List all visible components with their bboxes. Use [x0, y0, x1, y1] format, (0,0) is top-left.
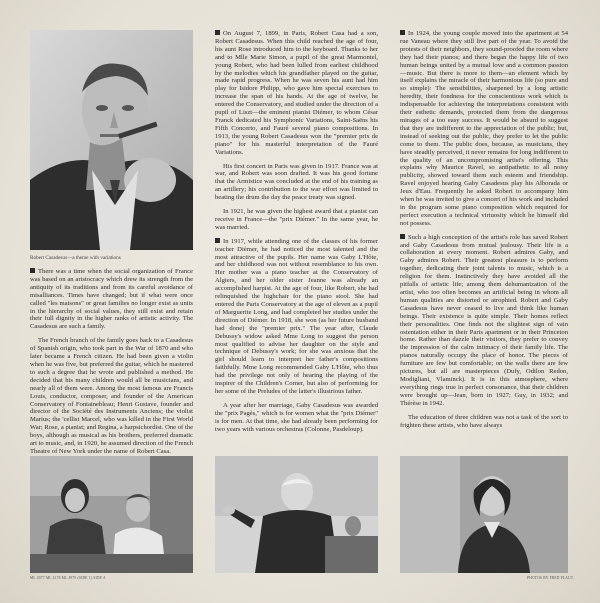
paragraph: A year after her marriage, Gaby Casadesus was awarded the "prix Pagès," which is for women what the "prix Diémer" is for men. At that time, she had already been performing for two years with various orchestras (Colonne, Pasdeloup).	[215, 401, 378, 433]
paragraph: There was a time when the social organization of France was based on an aristocracy which drew its strength from the antiquity of its traditions and from its careful avoidance of misalliances. Times have changed; but if what were once called "les maisons" or great families no longer exist as units in the hierarchy of social values, they still exist and retain their full dignity in the higher ranks of artistic activity. The Casadesus are such a family.	[30, 268, 193, 331]
paragraph: Such a high conception of the artist's role has saved Robert and Gaby Casadesus from mutual jealousy. Their life is a collaboration at every moment. Robert admires Gaby, and Gaby admires Robert. Their greatest pleasure is to perform together, dedicating their joint talents to music, which is a religion for them. Instinctively they have avoided all the pitfalls of artistic life; among them dehumanization of the artist, who too often becomes an artificial being in whom all human qualities are distorted or atrophied. Robert and Gaby Casadesus have never ceased to live and think like human beings. Their existence is quite simple. Their homes reflect their personalities. One finds not the slightest sign of vain ostentation either in their Paris apartment or in their Princeton home. Rather than dazzle their visitors, they prefer to convey the impression of the calm intimacy of their family life. The pianos naturally occupy the place of honor. The pieces of furniture are few but comfortable; on the walls there are few pictures, but all are masterpieces (Dufy, Odilon Redon, Modigliani, Vlaminck). It is in this atmosphere, where everything rings true in perfect consonance, that their children were brought up—Jean, born in 1927; Guy, in 1932; and Thérèse in 1942.	[400, 233, 568, 407]
photo-credits: PHOTOS BY FRED PLAUT	[527, 576, 574, 580]
bullet-square-icon	[215, 30, 220, 35]
portrait-caption: Robert Casadesus—a theme with variations	[30, 255, 121, 261]
text-column-1	[30, 268, 193, 462]
paragraph: The education of three children was not a task of the sort to frighten these artists, who have always	[400, 413, 568, 429]
portrait-photo	[30, 30, 193, 250]
paragraph: On August 7, 1899, in Paris, Robert Casa had a son, Robert Casadesus. When this child reached the age of four, his aunt Rose introduced him to the keyboard. Thanks to her and to Mlle Marie Simon, a pupil of the great Marmontel, young Robert, who had been lulled from earliest childhood by the melodies which his grandfather played on the guitar, made rapid progress. When he was seven his aunt had him play for Isidore Philipp, who gave him special exercises to increase the span of his hands. At the age of twelve, he entered the Conservatory, and studied under the direction of a pupil of Liszt—the eminent pianist Diémer, to whom César Franck dedicated his Symphonic Variations, Saint-Saëns his Fifth Concerto, and Fauré several piano compositions. In 1913, the young Robert Casadesus won the "premier prix de piano" for his masterful interpretation of the Fauré Variations.	[215, 30, 378, 156]
bottom-photo-right	[400, 456, 568, 573]
paragraph: The French branch of the family goes back to a Casadesus of Spanish origin, who took part in the War of 1870 and who later became a French citizen. He had been given a violin when he was five, but preferred the guitar, which he mastered to such a degree that he wrote and published a method. He decided that his many children would all be musicians, and nearly all of them were. Among the most famous are Francis Louis, conductor, composer, and founder of the American Conservatory of Fontainebleau; Henri Gustave, founder and director of the Société des Instruments Anciens; the violist Marius; the 'cellist Marcel, who was killed in the First World War; Rose, a pianist; and Regina, a harpsichordist. One of the boys, although as musical as his brothers, preferred dramatic art to music, and, in 1920, he assumed direction of the French Theatre of New York under the name of Robert Casa.	[30, 337, 193, 455]
text-column-2	[215, 30, 378, 440]
bottom-photo-center	[215, 456, 378, 573]
paragraph: In 1921, he was given the highest award that a pianist can receive in France—the "prix Diémer." In the same year, he was married.	[215, 208, 378, 231]
bottom-photo-left	[30, 456, 193, 573]
paragraph: His first concert in Paris was given in 1917. France was at war, and Robert was soon drafted. It was his good fortune that the Armistice was concluded at the end of his training as an artillery; his contribution to the war effort was limited to beating the drum the day the peace treaty was signed.	[215, 162, 378, 202]
catalog-credits: ML 4977 ML 4178 ML 4979 (SIDE 1) SIDE A	[30, 576, 106, 580]
text-column-3	[400, 30, 568, 435]
bullet-square-icon	[400, 30, 405, 35]
bullet-square-icon	[30, 268, 35, 273]
bullet-square-icon	[400, 234, 405, 239]
paragraph: In 1917, while attending one of the classes of his former teacher Diémer, he had noticed the most talented and the most attractive of the pupils. Her name was Gaby L'Hôte, and her childhood was not without resemblance to his own. Her mother was a piano teacher at the Conservatory of Algiers, and her older sister Jeanne was already an accomplished harpist. At the age of four, like Robert, she had relinquished the highchair for the piano stool. She had entered the Paris Conservatory at the age of eleven as a pupil of Marguerite Long, and had completed her studies under the direction of Diémer. In 1918, she won (as her future husband had done) the "premier prix." The year after, Claude Debussy's widow asked Mme Long to suggest the person most qualified to advise her daughter on the style and technique of Debussy's work; for she was anxious that the girl should learn to interpret her father's compositions faithfully. Mme Long recommended Gaby L'Hôte, who thus had the privilege not only of hearing the playing of the inspirer of the Children's Corner, but also of performing for her some of the Preludes of the latter's illustrious father.	[215, 237, 378, 395]
paragraph: In 1924, the young couple moved into the apartment at 54 rue Vaneau where they still live part of the year. To avoid the protests of their neighbors, they sound-proofed the room where they had their pianos; and there began the happy life of two human beings united by a mutual love and a common passion—music. But there is more to them—an element which by itself explains the miracle of their harmonious life (so pure and so simple): The sensibilities, sharpened by a long artistic heredity, their fondness for the conscientious work which is indispensable for achieving the interpretations consistent with their esthetic demands, protected them from the dangerous mirages of a too easy success. It would be absurd to suggest that they are indifferent to the appreciation of the public; but, instead of seeking out the public, they prefer to let the public come to them. The public does, because, as musicians, they have steadily perceived, it never remains for long indifferent to the quality of an uncompromising artist's offering. This explains why Maurice Ravel, so antipathetic to all noisy publicity, showed toward them such esteem and friendship. Ravel enjoyed hearing Gaby Casadesus play his Alborada or Jeux d'Eau. Frequently he asked Robert to accompany him when he was invited to give a concert of his work and included in the program some piano composition which required for perfect execution a technical virtuosity which he himself did not possess.	[400, 30, 568, 227]
bullet-square-icon	[215, 238, 220, 243]
